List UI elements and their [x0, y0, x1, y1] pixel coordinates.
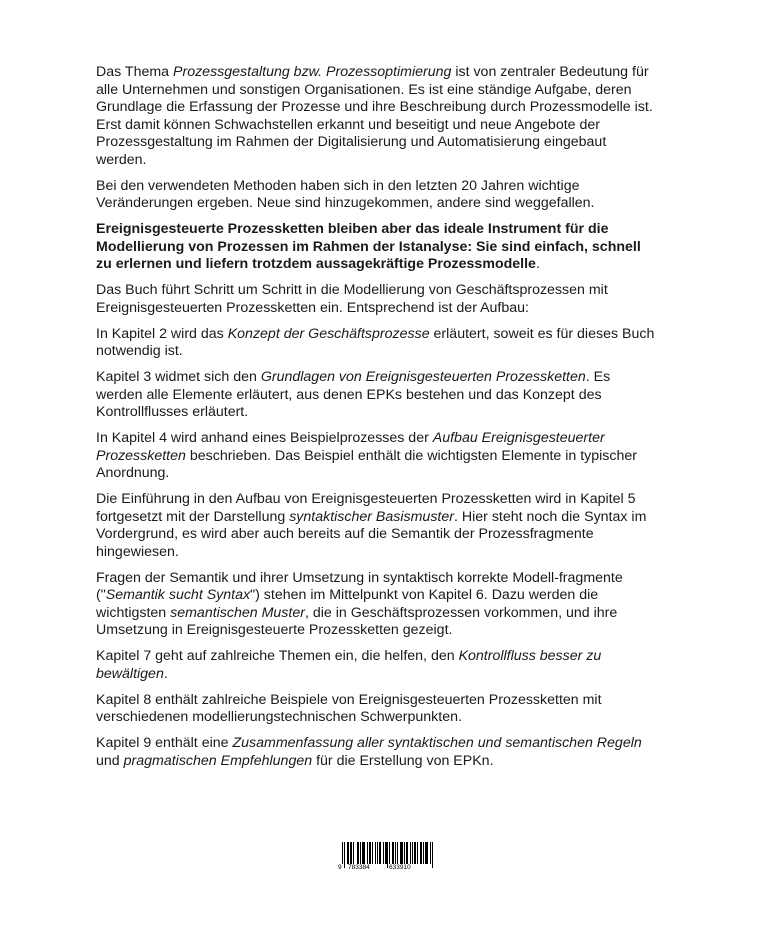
- barcode-bar: [379, 842, 380, 864]
- barcode-bar: [363, 842, 364, 864]
- paragraph-p12: [96, 735, 656, 770]
- text-run: Fragen der Semantik und ihrer Umsetzung in syntaktisch korrekte Modell-fragmente (": [96, 569, 623, 603]
- barcode-bar: [351, 842, 352, 864]
- barcode-bar: [412, 842, 413, 864]
- barcode-bar: [364, 842, 365, 864]
- back-cover-text: [96, 64, 656, 779]
- barcode-bar: [347, 842, 348, 864]
- barcode-bar: [417, 842, 418, 864]
- paragraph-p6: [96, 369, 656, 422]
- emphasis-text: Aufbau Ereignisgesteuerter Prozessketten: [96, 430, 605, 464]
- text-run: Kapitel 8 enthält zahlreiche Beispiele von Ereignisgesteuerten Prozessketten mit verschiedenen modellierungstechnischen Schwerpunkten.: [96, 691, 602, 725]
- barcode-bar: [362, 842, 363, 864]
- emphasis-text: Prozessgestaltung bzw. Prozessoptimierung: [173, 64, 452, 80]
- paragraph-p4: [96, 282, 656, 317]
- text-run: ist von zentraler Bedeutung für alle Unternehmen und sonstigen Organisationen. Es ist eine ständige Aufgabe, deren Grundlage die Erfassung der Prozesse und ihre Beschreibung durch Prozessmodelle ist. Erst damit können Schwachstellen erkannt und beseitigt und neue Angebote der Prozessgestaltung im Rahmen der Digitalisierung und Automatisierung eingebaut werden.: [96, 64, 653, 168]
- barcode-digits-right: 633910: [389, 864, 411, 871]
- barcode-bar: [430, 842, 431, 864]
- paragraph-p10: [96, 648, 656, 683]
- text-run: . Hier steht noch die Syntax im Vordergrund, es wird aber auch bereits auf die Semantik der Prozessfragmente hingewiesen.: [96, 508, 647, 560]
- barcode-bar: [357, 842, 358, 864]
- barcode-bar: [380, 842, 381, 864]
- text-run: In Kapitel 4 wird anhand eines Beispielprozesses der: [96, 430, 433, 446]
- text-run: beschrieben. Das Beispiel enthält die wichtigsten Elemente in typischer Anordnung.: [96, 447, 637, 481]
- emphasis-text: Zusammenfassung aller syntaktischen und semantischen Regeln: [232, 735, 642, 751]
- barcode-bar: [425, 842, 426, 864]
- barcode-bar: [369, 842, 370, 864]
- barcode-bar: [358, 842, 359, 864]
- text-run: . Es werden alle Elemente erläutert, aus denen EPKs bestehen und das Konzept des Kontrollflusses erläutert.: [96, 369, 611, 420]
- emphasis-text: pragmatischen Empfehlungen: [123, 752, 313, 769]
- paragraph-p5: [96, 326, 656, 361]
- text-run: Das Buch führt Schritt um Schritt in die Modellierung von Geschäftsprozessen mit Ereignisgesteuerten Prozessketten ein. Entsprechend ist der Aufbau:: [96, 282, 608, 316]
- barcode-bar: [426, 842, 427, 864]
- paragraph-p2: [96, 178, 656, 213]
- text-run: Kapitel 7 geht auf zahlreiche Themen ein, die helfen, den: [96, 648, 459, 664]
- emphasis-text: Grundlagen von Ereignisgesteuerten Prozessketten: [260, 369, 586, 385]
- barcode-digits-left: 783384: [348, 864, 370, 871]
- barcode-bar: [397, 842, 398, 864]
- barcode-bar: [414, 842, 415, 864]
- emphasis-text: Kontrollfluss besser zu bewältigen: [96, 648, 602, 682]
- barcode-bar: [406, 842, 407, 864]
- barcode-bar: [407, 842, 408, 864]
- barcode-bar: [386, 842, 387, 864]
- paragraph-p8: [96, 491, 656, 561]
- text-run: Kapitel 9 enthält eine: [96, 735, 233, 751]
- barcode-bar: [421, 842, 422, 864]
- emphasis-text: Semantik sucht Syntax: [105, 587, 251, 603]
- barcode-bar: [353, 842, 354, 864]
- barcode-bar: [401, 842, 402, 864]
- paragraph-p7: [96, 430, 656, 483]
- barcode-bar: [348, 842, 349, 864]
- barcode-bar: [370, 842, 371, 864]
- paragraph-p3: [96, 221, 656, 274]
- barcode-bar: [393, 842, 394, 864]
- text-run: erläutert, soweit es für dieses Buch notwendig ist.: [96, 325, 655, 359]
- text-run: , die in Geschäftsprozessen vorkommen, und ihre Umsetzung in Ereignisgesteuerte Prozessketten gezeigt.: [96, 604, 618, 638]
- barcode-bar: [415, 842, 416, 864]
- barcode-bar: [367, 842, 368, 864]
- text-run: Die Einführung in den Aufbau von Ereignisgesteuerten Prozessketten wird in Kapitel 5 fortgesetzt mit der Darstellung: [96, 491, 636, 525]
- barcode-bar: [427, 842, 428, 864]
- barcode-bar: [383, 842, 384, 864]
- paragraph-p9: [96, 570, 656, 640]
- barcode-bar: [392, 842, 393, 864]
- paragraph-p1: [96, 64, 656, 169]
- barcode-bar: [372, 842, 373, 864]
- barcode-bar: [404, 842, 405, 864]
- barcode-bar: [400, 842, 401, 864]
- text-run: für die Erstellung von EPKn.: [312, 752, 494, 769]
- barcode-bar: [420, 842, 421, 864]
- barcode-bar: [423, 842, 424, 864]
- barcode-bar: [410, 842, 411, 864]
- text-run: ") stehen im Mittelpunkt von Kapitel 6. Dazu werden die wichtigsten: [96, 587, 599, 621]
- barcode-bar: [385, 842, 386, 864]
- text-run: Das Thema: [96, 64, 174, 80]
- emphasis-text: semantischen Muster: [170, 604, 305, 621]
- emphasis-text: Konzept der Geschäftsprozesse: [227, 325, 430, 342]
- barcode-bar: [350, 842, 351, 864]
- barcode-bar: [377, 842, 378, 864]
- text-run: Kapitel 3 widmet sich den: [96, 369, 261, 385]
- barcode-bar: [432, 842, 433, 868]
- barcode-bar: [360, 842, 361, 864]
- text-run: .: [163, 665, 168, 682]
- paragraph-p11: [96, 692, 656, 727]
- barcode-bar: [344, 842, 345, 868]
- barcode-bar: [402, 842, 403, 864]
- text-run: .: [535, 256, 540, 272]
- emphasis-text: syntaktischer Basismuster: [289, 508, 454, 525]
- barcode-digit-first: 9: [338, 864, 342, 871]
- text-run: In Kapitel 2 wird das: [96, 325, 228, 342]
- text-run: Ereignisgesteuerte Prozessketten bleiben aber das ideale Instrument für die Modellierung von Prozessen im Rahmen der Istanalyse: Sie sind einfach, schnell zu erlernen und liefern trotzdem aussagekräftige Prozessmodelle: [96, 221, 641, 272]
- text-run: und: [96, 752, 124, 769]
- barcode-bar: [395, 842, 396, 864]
- barcode-bar: [375, 842, 376, 864]
- isbn-barcode: [340, 842, 436, 882]
- text-run: Bei den verwendeten Methoden haben sich in den letzten 20 Jahren wichtige Veränderungen ergeben. Neue sind hinzugekommen, andere sind weggefallen.: [96, 177, 595, 211]
